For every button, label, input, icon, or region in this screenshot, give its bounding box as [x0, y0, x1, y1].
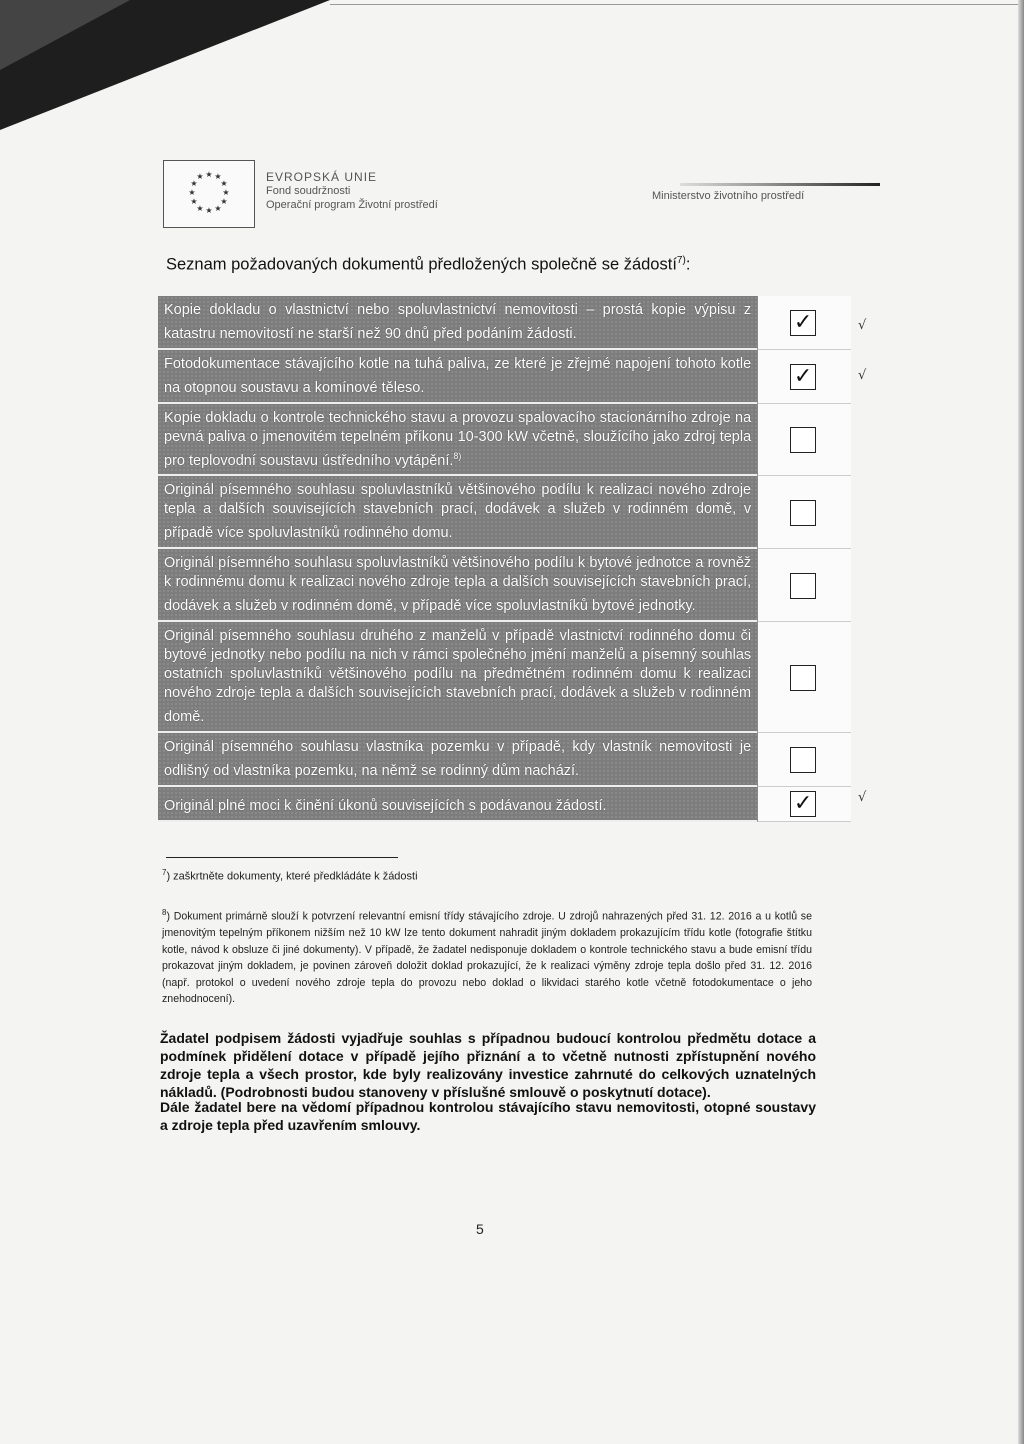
- document-label: Originál písemného souhlasu druhého z manželů v případě vlastnictví rodinného domu či bytové jednotky nebo podílu na nich v rámci společného jmění manželů a písemný souhlas ostatních spoluvlastníků většinového podílu na předmětném rodinném domu k realizaci nového zdroje tepla a dalších souvisejících stavebních prací, dodávek a služeb v rodinném domě.: [158, 622, 757, 733]
- document-checkbox[interactable]: [790, 573, 816, 599]
- svg-text:★: ★: [205, 206, 213, 215]
- svg-text:★: ★: [205, 170, 213, 179]
- eu-header-text: [266, 170, 438, 212]
- document-checkbox-checked[interactable]: ✓: [790, 791, 816, 817]
- consent-paragraph: Žadatel podpisem žádosti vyjadřuje souhlas s případnou budoucí kontrolou předmětu dotace a podmínek přidělení dotace v případě jejího přiznání a to včetně nutnosti zpřístupnění nového zdroje tepla a všech prostor, kde byly realizovány investice zahrnuté do celkových uznatelných nákladů. (Podrobnosti budou stanoveny v příslušné smlouvě o poskytnutí dotace).: [160, 1030, 816, 1100]
- document-label: Originál písemného souhlasu spoluvlastníků většinového podílu k realizaci nového zdroje tepla a dalších souvisejících stavebních prací, dodávek a služeb v rodinném domě, v případě více spoluvlastníků rodinného domu.: [158, 476, 757, 549]
- heading-text: Seznam požadovaných dokumentů předložených společně se žádostí: [166, 255, 677, 274]
- document-checklist: [158, 296, 851, 822]
- handwritten-tick: √: [858, 790, 867, 805]
- document-label: Originál písemného souhlasu spoluvlastníků většinového podílu k bytové jednotce a rovněž k rodinnému domu k realizaci nového zdroje tepla a dalších souvisejících stavebních prací, dodávek a služeb v rodinném domě, v případě více spoluvlastníků bytové jednotky.: [158, 549, 757, 622]
- inspection-paragraph: Dále žadatel bere na vědomí případnou kontrolou stávajícího stavu nemovitosti, otopné soustavy a zdroje tepla před uzavřením smlouvy.: [160, 1099, 816, 1133]
- eu-fund: Fond soudržnosti: [266, 185, 351, 197]
- document-checkbox[interactable]: [790, 665, 816, 691]
- document-checkbox[interactable]: [790, 500, 816, 526]
- checklist-row: [158, 733, 851, 787]
- svg-text:★: ★: [190, 197, 198, 206]
- page-title: [166, 255, 690, 275]
- scan-right-edge: [1018, 0, 1024, 1444]
- document-checkbox[interactable]: [790, 427, 816, 453]
- handwritten-tick: √: [858, 318, 867, 333]
- document-label: Kopie dokladu o kontrole technického stavu a provozu spalovacího stacionárního zdroje na pevná paliva o jmenovitém tepelném příkonu 10-300 kW včetně, sloužícího jako zdroj tepla pro teplovodní soustavu ústředního vytápění.$^{8)}$: [158, 404, 757, 477]
- svg-text:★: ★: [188, 188, 196, 197]
- svg-text:★: ★: [196, 172, 204, 181]
- document-label: Originál plné moci k činění úkonů souvisejících s podávanou žádostí.: [158, 787, 757, 822]
- eu-program: Operační program Životní prostředí: [266, 199, 438, 211]
- footnote-8: $^8$) Dokument primárně slouží k potvrzení relevantní emisní třídy stávajícího zdroje. U zdrojů nahrazených před 31. 12. 2016 a u kotlů se jmenovitým tepelným příkonem nižším než 10 kW lze tento dokument nahradit jiným dokladem prokazujícím třídu kotle (fotografie štítku kotle, návod k obsluze či jiné dokumenty). V případě, že žadatel nedisponuje dokladem o kontrole technického stavu a bude emisní třídu prokazovat jiným dokladem, je povinen zároveň doložit doklad prokazující, že k realizaci výměny zdroje tepla došlo před 31. 12. 2016 (např. protokol o uvedení nového zdroje tepla do provozu nebo doklad o likvidaci starého kotle včetně fotodokumentace o jeho znehodnocení).: [162, 908, 812, 1006]
- ministry-logo-bar: [680, 183, 880, 186]
- handwritten-tick: √: [858, 368, 867, 383]
- heading-suffix: :: [685, 255, 691, 274]
- checklist-row: [158, 787, 851, 822]
- footnote-divider: [166, 857, 398, 858]
- checklist-row: [158, 622, 851, 733]
- svg-text:★: ★: [190, 179, 198, 188]
- eu-flag-logo: [163, 160, 255, 228]
- document-label: Kopie dokladu o vlastnictví nebo spoluvlastnictví nemovitosti – prostá kopie výpisu z katastru nemovitostí ne starší než 90 dnů před podáním žádosti.: [158, 296, 757, 350]
- checklist-row: [158, 296, 851, 350]
- document-label: Originál písemného souhlasu vlastníka pozemku v případě, kdy vlastník nemovitosti je odlišný od vlastníka pozemku, na němž se rodinný dům nachází.: [158, 733, 757, 787]
- scan-top-edge: [330, 4, 1020, 5]
- eu-stars-icon: [164, 161, 254, 227]
- footnote-7: $^7$) zaškrtněte dokumenty, které předkládáte k žádosti: [162, 868, 418, 883]
- svg-text:★: ★: [222, 188, 230, 197]
- checklist-row: [158, 404, 851, 477]
- svg-text:★: ★: [220, 197, 228, 206]
- svg-text:★: ★: [220, 179, 228, 188]
- heading-note: 7): [676, 255, 686, 266]
- ministry-name: Ministerstvo životního prostředí: [652, 190, 805, 202]
- document-checkbox-checked[interactable]: ✓: [790, 310, 816, 336]
- checklist-row: [158, 549, 851, 622]
- eu-title: EVROPSKÁ UNIE: [266, 170, 378, 184]
- document-checkbox[interactable]: [790, 747, 816, 773]
- svg-text:★: ★: [214, 204, 222, 213]
- svg-text:★: ★: [196, 204, 204, 213]
- page-number: 5: [476, 1221, 484, 1237]
- scan-corner-shadow-dark: [0, 0, 130, 70]
- checklist-row: [158, 350, 851, 404]
- svg-text:★: ★: [214, 172, 222, 181]
- document-label: Fotodokumentace stávajícího kotle na tuhá paliva, ze které je zřejmé napojení tohoto kotle na otopnou soustavu a komínové těleso.: [158, 350, 757, 404]
- document-checkbox-checked[interactable]: ✓: [790, 364, 816, 390]
- checklist-row: [158, 476, 851, 549]
